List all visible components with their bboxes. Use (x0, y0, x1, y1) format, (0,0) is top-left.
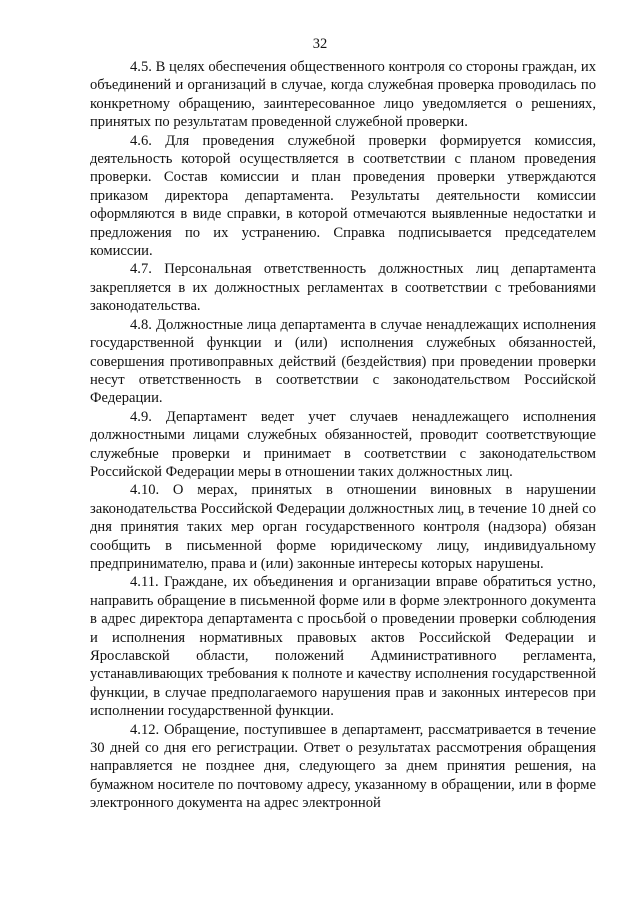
paragraph-4-5: 4.5. В целях обеспечения общественного контроля со стороны граждан, их объединений и организаций в случае, когда служебная проверка проводилась по конкретному обращению, заинтересованное лицо уведомляется о решениях, принятых по результатам проведенной служебной проверки. (90, 59, 596, 131)
paragraph-4-6: 4.6. Для проведения служебной проверки формируется комиссия, деятельность которой осуществляется в соответствии с планом проведения проверки. Состав комиссии и план проведения проверки утверждаются приказом директора департамента. Результаты деятельности комиссии оформляются в виде справки, в которой отмечаются выявленные недостатки и предложения по их устранению. Справка подписывается председателем комиссии. (90, 132, 596, 260)
paragraph-4-11: 4.11. Граждане, их объединения и организации вправе обратиться устно, направить обращение в письменной форме или в форме электронного документа в адрес директора департамента с просьбой о проведении проверки соблюдения и исполнения нормативных правовых актов Российской Федерации и Ярославской области, положений Административного регламента, устанавливающих требования к полноте и качеству исполнения государственной функции, в случае предполагаемого нарушения прав и законных интересов при исполнении государственной функции. (90, 574, 596, 720)
paragraph-4-9: 4.9. Департамент ведет учет случаев ненадлежащего исполнения должностными лицами служебных обязанностей, проводит соответствующие служебные проверки и принимает в соответствии с законодательством Российской Федерации меры в отношении таких должностных лиц. (90, 408, 596, 480)
body-text (90, 58, 596, 813)
page-number: 32 (312, 36, 328, 52)
paragraph-4-8: 4.8. Должностные лица департамента в случае ненадлежащих исполнения государственной функции и (или) исполнения служебных обязанностей, совершения противоправных действий (бездействия) при проведении проверки несут ответственность в соответствии с законодательством Российской Федерации. (90, 316, 596, 407)
paragraph-4-7: 4.7. Персональная ответственность должностных лиц департамента закрепляется в их должностных регламентах в соответствии с требованиями законодательства. (90, 261, 596, 315)
paragraph-4-10: 4.10. О мерах, принятых в отношении виновных в нарушении законодательства Российской Федерации должностных лиц, в течение 10 дней со дня принятия таких мер орган государственного контроля (надзора) обязан сообщить в письменной форме юридическому лицу, индивидуальному предпринимателю, права и (или) законные интересы которых нарушены. (90, 482, 596, 572)
paragraph-4-12: 4.12. Обращение, поступившее в департамент, рассматривается в течение 30 дней со дня его регистрации. Ответ о результатах рассмотрения обращения направляется не позднее дня, следующего за днем принятия решения, на бумажном носителе по почтовому адресу, указанному в обращении, или в форме электронного документа на адрес электронной (90, 721, 596, 812)
